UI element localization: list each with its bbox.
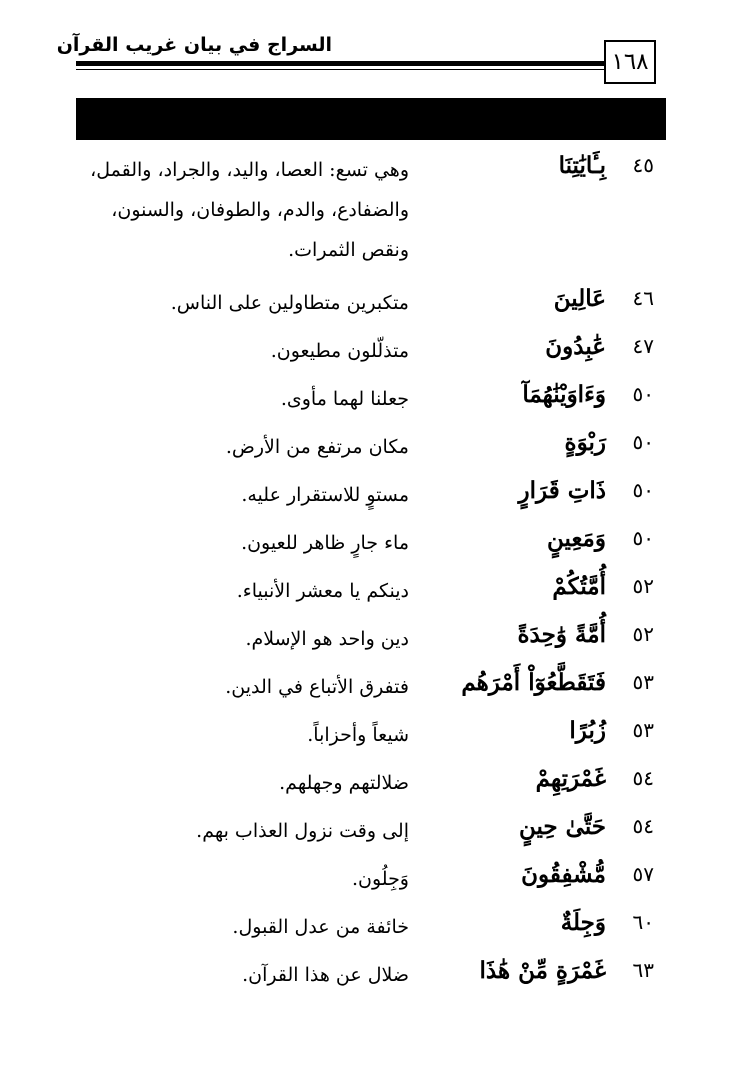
quran-word: ذَاتِ قَرَارٍ [518,477,606,504]
word-meaning: وهي تسع: العصا، واليد، والجراد، والقمل، والضفادع، والدم، والطوفان، والسنون، ونقص الثمرات. [90,159,409,261]
quran-word: مُّشْفِقُونَ [521,861,606,888]
page-number: ١٦٨ [604,40,656,84]
verse-number: ٥٢ [632,622,654,646]
word-meaning: شيعاً وأحزاباً. [307,724,409,746]
quran-word: أُمَّتُكُمْ [552,573,606,600]
glossary-row [76,283,666,331]
word-meaning: دين واحد هو الإسلام. [245,628,409,650]
glossary-row [76,955,666,1003]
quran-word: غَمْرَتِهِمْ [535,765,606,792]
verse-number: ٥٣ [632,718,654,742]
word-meaning: دينكم يا معشر الأنبياء. [236,580,409,602]
word-meaning: فتفرق الأتباع في الدين. [225,676,409,698]
word-meaning: ضلالتهم وجهلهم. [279,772,409,794]
header-rule-thin [76,69,604,70]
quran-word: وَءَاوَيْنَٰهُمَآ [522,381,606,408]
verse-number: ٥٧ [632,862,654,886]
quran-word: بِـَٔايَٰتِنَا [558,152,606,179]
glossary-row [76,763,666,811]
quran-word: رَبْوَةٍ [564,429,606,456]
glossary-row [76,715,666,763]
quran-word: وَمَعِينٍ [547,525,606,552]
verse-number: ٤٥ [632,153,654,177]
book-title: السراج في بيان غريب القرآن [56,34,332,56]
word-meaning: جعلنا لهما مأوى. [280,388,409,410]
word-meaning: ماء جارٍ ظاهر للعيون. [241,532,409,554]
glossary-row [76,427,666,475]
quran-word: حَتَّىٰ حِينٍ [518,813,606,840]
glossary-row [76,150,666,270]
verse-number: ٥٣ [632,670,654,694]
quran-word: عَٰبِدُونَ [545,333,606,360]
verse-number: ٥٠ [632,526,654,550]
word-meaning: ضلال عن هذا القرآن. [242,964,409,986]
word-meaning: مكان مرتفع من الأرض. [225,436,409,458]
word-meaning: وَجِلُون. [351,868,409,890]
glossary-row [76,667,666,715]
header-rule-thick [76,61,604,66]
glossary-row [76,619,666,667]
verse-number: ٦٠ [632,910,654,934]
word-meaning: متكبرين متطاولين على الناس. [170,292,409,314]
verse-number: ٥٢ [632,574,654,598]
word-meaning: مستوٍ للاستقرار عليه. [241,484,409,506]
glossary-row [76,907,666,955]
word-meaning: متذلّلون مطيعون. [270,340,409,362]
verse-number: ٥٠ [632,382,654,406]
glossary-row [76,379,666,427]
quran-word: زُبُرًا [569,717,606,744]
verse-number: ٥٠ [632,478,654,502]
verse-number: ٥٠ [632,430,654,454]
verse-number: ٥٤ [632,814,654,838]
word-meaning: إلى وقت نزول العذاب بهم. [196,820,409,842]
quran-word: عَالِينَ [553,285,606,312]
verse-number: ٥٤ [632,766,654,790]
verse-number: ٤٧ [632,334,654,358]
quran-word: فَتَقَطَّعُوٓاْ أَمْرَهُم [461,669,606,696]
glossary-row [76,475,666,523]
quran-word: غَمْرَةٍ مِّنْ هَٰذَا [479,957,606,984]
verse-number: ٤٦ [632,286,654,310]
glossary-row [76,811,666,859]
section-heading-bar [76,98,666,140]
glossary-row [76,859,666,907]
glossary-row [76,331,666,379]
quran-word: وَجِلَةٌ [560,909,606,936]
glossary-row [76,571,666,619]
word-meaning: خائفة من عدل القبول. [232,916,409,938]
glossary-row [76,523,666,571]
verse-number: ٦٣ [632,958,654,982]
quran-word: أُمَّةً وَٰحِدَةً [517,621,606,648]
